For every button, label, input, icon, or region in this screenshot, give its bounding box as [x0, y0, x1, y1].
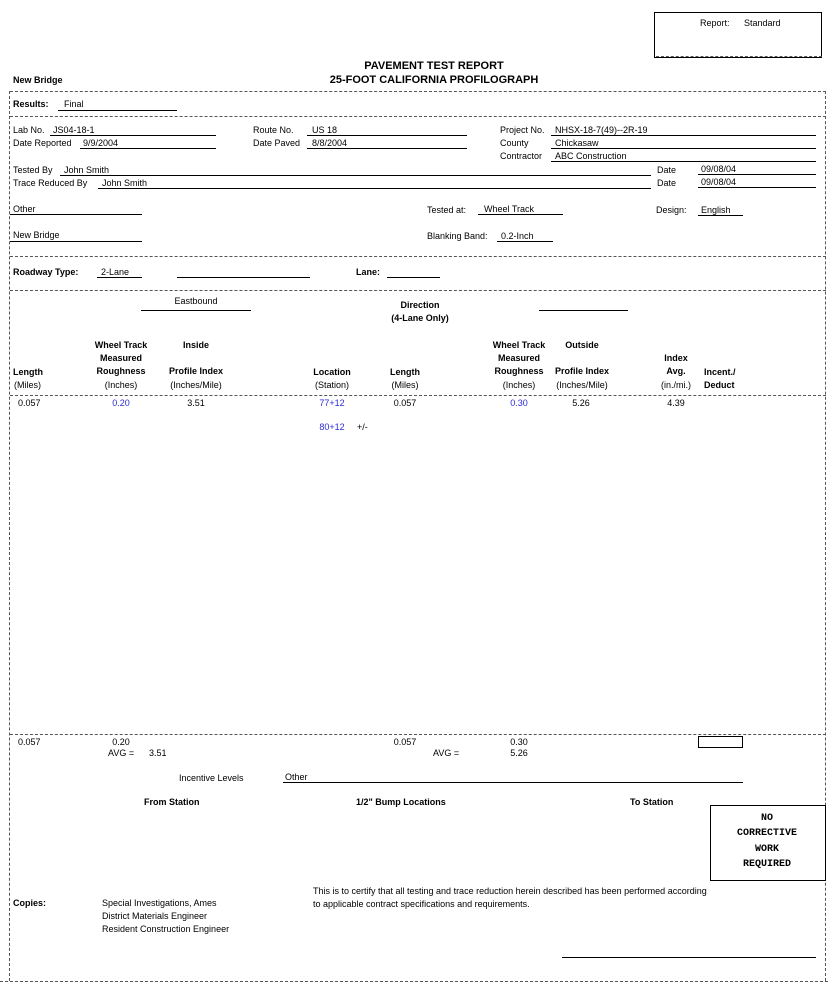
date1-value: 09/08/04	[701, 164, 737, 174]
col-wt-out-2: Measured	[497, 353, 541, 363]
col-wt-1: Wheel Track	[94, 340, 148, 350]
direction-separator	[10, 290, 826, 291]
col-wt-out-1: Wheel Track	[492, 340, 546, 350]
col-index-1: Index	[664, 353, 688, 363]
header-separator	[10, 91, 826, 92]
date-paved-value: 8/8/2004	[312, 138, 348, 148]
date-reported-label: Date Reported	[13, 138, 72, 148]
page-subtitle: 25-FOOT CALIFORNIA PROFILOGRAPH	[329, 74, 539, 86]
col-outside: Outside	[565, 340, 599, 350]
date2-label: Date	[657, 178, 677, 188]
blanking-value: 0.2-Inch	[501, 231, 534, 241]
route-no-line	[307, 135, 467, 136]
roadway-type-value: 2-Lane	[101, 267, 130, 277]
results-label: Results:	[13, 99, 49, 109]
row-index-avg: 4.39	[667, 398, 685, 408]
end-station-suffix: +/-	[357, 422, 368, 432]
date2-line	[698, 187, 816, 188]
copies-item-2: District Materials Engineer	[102, 911, 208, 921]
project-no-label: Project No.	[500, 125, 545, 135]
roadway-type-line	[97, 277, 142, 278]
route-no-label: Route No.	[253, 125, 294, 135]
roadway-type-label: Roadway Type:	[13, 267, 79, 277]
bump-from: From Station	[144, 797, 200, 807]
results-line	[58, 110, 177, 111]
trace-label: Trace Reduced By	[13, 178, 88, 188]
blanking-line	[497, 241, 553, 242]
date-paved-line	[307, 148, 467, 149]
design-line	[698, 215, 743, 216]
col-inside: Inside	[182, 340, 209, 350]
col-wt-2: Measured	[99, 353, 143, 363]
contractor-value: ABC Construction	[555, 151, 627, 161]
col-profile-index-in: Profile Index	[168, 366, 223, 376]
col-index-3: (in./mi.)	[661, 380, 691, 390]
col-wt-out-unit: (Inches)	[502, 380, 536, 390]
certify-line-2: to applicable contract specifications and requirements.	[313, 899, 530, 909]
tested-by-line	[60, 175, 651, 176]
bump-middle: 1/2" Bump Locations	[356, 797, 446, 807]
col-profile-unit-out: (Inches/Mile)	[556, 380, 608, 390]
trace-value: John Smith	[102, 178, 148, 188]
col-wt-unit: (Inches)	[104, 380, 138, 390]
tested-at-value: Wheel Track	[484, 204, 535, 214]
signature-line	[562, 957, 816, 958]
date2-value: 09/08/04	[701, 177, 737, 187]
other-line	[10, 214, 142, 215]
blanking-label: Blanking Band:	[427, 231, 488, 241]
date1-line	[698, 174, 816, 175]
tested-at-label: Tested at:	[427, 205, 467, 215]
col-incent-2: Deduct	[704, 380, 735, 390]
certify-line-1: This is to certify that all testing and trace reduction herein described has been performed according	[313, 886, 707, 896]
tested-at-line	[478, 214, 563, 215]
new-bridge-line	[10, 241, 142, 242]
project-no-value: NHSX-18-7(49)--2R-19	[555, 125, 648, 135]
date1-label: Date	[657, 165, 677, 175]
design-value: English	[701, 205, 731, 215]
col-location-unit: (Station)	[314, 380, 349, 390]
avg-label-in: AVG =	[108, 748, 135, 758]
col-incent-1: Incent./	[704, 367, 736, 377]
totals-separator	[10, 734, 826, 735]
stamp-line-3: WORK	[754, 844, 779, 855]
roadway-separator	[10, 256, 826, 257]
col-profile-unit-in: (Inches/Mile)	[170, 380, 222, 390]
row-location: 77+12	[319, 398, 345, 408]
project-no-line	[551, 135, 816, 136]
avg-value-in: 3.51	[149, 748, 167, 758]
copies-item-1: Special Investigations, Ames	[102, 898, 217, 908]
row-roughness-in: 0.20	[112, 398, 130, 408]
roadway-blank-line	[177, 277, 310, 278]
lab-no-value: JS04-18-1	[53, 125, 95, 135]
report-value: Standard	[744, 18, 781, 28]
lane-line	[387, 277, 440, 278]
route-no-value: US 18	[312, 125, 338, 135]
contractor-line	[551, 161, 816, 162]
bottom-separator	[0, 981, 828, 982]
col-location: Location	[313, 367, 351, 377]
row-roughness-out: 0.30	[510, 398, 528, 408]
row-profile-out: 5.26	[572, 398, 590, 408]
trace-line	[98, 188, 651, 189]
date-paved-label: Date Paved	[253, 138, 301, 148]
page-title: PAVEMENT TEST REPORT	[364, 60, 504, 72]
report-label: Report:	[700, 18, 730, 28]
results-value: Final	[64, 99, 84, 109]
incentive-line	[283, 782, 743, 783]
incentive-label: Incentive Levels	[179, 773, 244, 783]
bump-to: To Station	[630, 797, 674, 807]
col-length-unit: (Miles)	[14, 380, 41, 390]
county-line	[551, 148, 816, 149]
date-reported-line	[80, 148, 216, 149]
copies-label: Copies:	[13, 898, 47, 908]
new-bridge-label: New Bridge	[13, 75, 63, 85]
stamp-line-4: REQUIRED	[742, 859, 791, 870]
tested-by-value: John Smith	[64, 165, 110, 175]
col-wt-3: Roughness	[96, 366, 146, 376]
stamp-line-1: NO	[760, 813, 773, 824]
end-station: 80+12	[319, 422, 345, 432]
direction-right-line	[539, 310, 628, 311]
incentive-value: Other	[285, 772, 308, 782]
stamp-line-2: CORRECTIVE	[736, 828, 797, 839]
incent-total-box	[698, 736, 743, 748]
lab-no-label: Lab No.	[13, 125, 45, 135]
direction-left: Eastbound	[174, 296, 218, 306]
avg-label-out: AVG =	[433, 748, 460, 758]
total-length-in: 0.057	[18, 737, 41, 747]
design-label: Design:	[656, 205, 687, 215]
row-length: 0.057	[18, 398, 41, 408]
total-roughness-out: 0.30	[510, 737, 528, 747]
frame-left	[9, 91, 10, 981]
county-label: County	[500, 138, 529, 148]
county-value: Chickasaw	[555, 138, 599, 148]
copies-item-3: Resident Construction Engineer	[102, 924, 230, 934]
col-wt-out-3: Roughness	[494, 366, 544, 376]
col-length2: Length	[390, 367, 420, 377]
date-reported-value: 9/9/2004	[83, 138, 119, 148]
columns-separator	[10, 395, 826, 396]
lane-label: Lane:	[356, 267, 381, 277]
col-index-2: Avg.	[666, 366, 686, 376]
col-profile-index-out: Profile Index	[554, 366, 609, 376]
lab-no-line	[50, 135, 216, 136]
total-length-out: 0.057	[393, 737, 417, 747]
direction-title: Direction	[400, 300, 440, 310]
row-length2: 0.057	[393, 398, 417, 408]
results-separator	[10, 116, 826, 117]
avg-value-out: 5.26	[510, 748, 528, 758]
contractor-label: Contractor	[500, 151, 543, 161]
col-length2-unit: (Miles)	[391, 380, 419, 390]
report-box	[654, 12, 822, 58]
report-box-divider	[656, 56, 822, 57]
direction-subtitle: (4-Lane Only)	[391, 313, 449, 323]
new-bridge-value: New Bridge	[13, 230, 60, 240]
total-roughness-in: 0.20	[112, 737, 130, 747]
other-value: Other	[13, 204, 36, 214]
col-length: Length	[13, 367, 43, 377]
row-profile-in: 3.51	[187, 398, 205, 408]
direction-left-line	[141, 310, 251, 311]
tested-by-label: Tested By	[13, 165, 53, 175]
